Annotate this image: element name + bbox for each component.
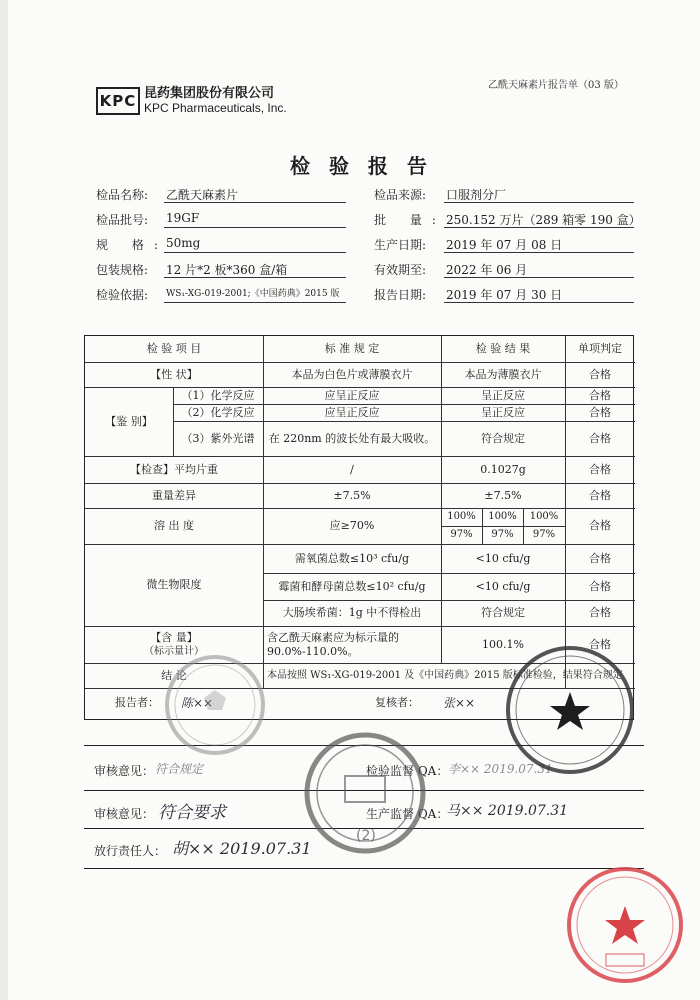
checker-label: 复核者： <box>375 696 419 709</box>
ident2-verdict: 合格 <box>589 405 611 419</box>
row-content-label: 【含 量】 <box>150 630 198 644</box>
company-name-en: KPC Pharmaceuticals, Inc. <box>144 101 287 115</box>
product-value: 乙酰天麻素片 <box>164 186 346 203</box>
col-header-verdict: 单项判定 <box>578 342 622 355</box>
svg-text:(2): (2) <box>356 828 376 844</box>
mfg-date-label: 生产日期: <box>374 238 427 252</box>
package-label: 包装规格: <box>96 263 149 277</box>
row-diff-standard: ±7.5% <box>333 488 371 502</box>
batch-value: 19GF <box>164 211 346 228</box>
qa1-label: 检验监督 QA： <box>366 764 449 778</box>
info-spec <box>96 236 201 253</box>
row-diff-verdict: 合格 <box>589 488 611 502</box>
info-basis <box>96 286 340 303</box>
micro2-result: <10 cfu/g <box>475 579 531 593</box>
basis-value: WS₁-XG-019-2001;《中国药典》2015 版 <box>164 286 346 303</box>
row-character-result: 本品为薄膜衣片 <box>464 367 542 381</box>
ident2-standard: 应呈正反应 <box>324 405 380 419</box>
kpc-logo-mark: KPC <box>96 87 140 115</box>
row-dissolution-verdict: 合格 <box>589 519 611 532</box>
expiry-label: 有效期至: <box>374 263 427 277</box>
micro2-verdict: 合格 <box>589 579 611 593</box>
spec-value: 50mg <box>164 236 346 253</box>
row-weight-verdict: 合格 <box>589 462 611 476</box>
micro3-result: 符合规定 <box>481 606 525 619</box>
dissolution-result-2: 100% <box>488 511 517 522</box>
ident2-result: 呈正反应 <box>481 405 525 419</box>
col-header-item: 检 验 项 目 <box>146 342 202 355</box>
report-date-label: 报告日期: <box>374 288 427 302</box>
release-handwriting: 胡×× 2019.07.31 <box>172 839 312 858</box>
micro1-verdict: 合格 <box>589 551 611 565</box>
micro3-verdict: 合格 <box>589 606 611 619</box>
row-conclusion-label: 结 论 <box>161 668 187 682</box>
info-source <box>374 186 507 203</box>
info-batch <box>96 211 200 228</box>
checker-signature: 张×× <box>442 696 476 710</box>
micro2-standard: 霉菌和酵母菌总数≤10² cfu/g <box>278 579 426 593</box>
dissolution-result-3: 100% <box>529 511 559 522</box>
report-date-value: 2019 年 07 月 30 日 <box>444 286 634 303</box>
info-expiry <box>374 261 528 278</box>
info-report-date <box>374 286 563 303</box>
ident3-label: （3）紫外光谱 <box>181 431 255 445</box>
ident3-verdict: 合格 <box>589 431 611 445</box>
red-quality-stamp <box>562 862 688 988</box>
company-logo <box>96 86 287 116</box>
ident1-verdict: 合格 <box>589 388 611 402</box>
ident1-result: 呈正反应 <box>481 388 525 402</box>
ident3-result: 符合规定 <box>481 431 525 445</box>
info-quantity <box>374 211 641 228</box>
review1-handwriting: 符合规定 <box>155 762 204 776</box>
qa1-handwriting: 李×× 2019.07.31 <box>448 762 553 776</box>
col-header-standard: 标 准 规 定 <box>324 342 380 355</box>
row-content-result: 100.1% <box>482 637 524 651</box>
micro3-standard: 大肠埃希菌：1g 中不得检出 <box>282 606 422 619</box>
row-dissolution-standard: 应≥70% <box>329 519 375 532</box>
info-mfg-date <box>374 236 563 253</box>
row-content-sublabel: （标示量计） <box>144 645 204 657</box>
review2-label: 审核意见： <box>94 807 155 821</box>
dissolution-result-4: 97% <box>450 529 473 540</box>
black-inspection-stamp <box>498 636 638 776</box>
row-weight-standard: / <box>350 462 354 476</box>
page-edge-shadow <box>0 0 8 1000</box>
row-diff-label: 重量差异 <box>152 488 196 502</box>
info-package <box>96 261 288 278</box>
quantity-label: 批 量: <box>374 213 446 227</box>
reporter-label: 报告者： <box>115 696 159 709</box>
form-version: 乙酰天麻素片报告单（03 版） <box>488 80 624 91</box>
row-microbial-label: 微生物限度 <box>146 578 202 591</box>
row-character-label: 【性 状】 <box>150 367 198 381</box>
dissolution-result-6: 97% <box>532 529 556 540</box>
row-weight-label: 【检查】平均片重 <box>130 462 218 476</box>
source-value: 口服剂分厂 <box>444 186 634 203</box>
ident1-label: （1）化学反应 <box>181 388 255 402</box>
approval-divider-bottom <box>84 868 644 869</box>
row-diff-result: ±7.5% <box>484 488 522 502</box>
row-content-standard: 含乙酰天麻素应为标示量的 90.0%-110.0%。 <box>267 630 399 658</box>
mfg-date-value: 2019 年 07 月 08 日 <box>444 236 634 253</box>
release-label: 放行责任人： <box>94 844 167 858</box>
micro1-result: <10 cfu/g <box>475 551 531 565</box>
batch-label: 检品批号: <box>96 213 149 227</box>
expiry-value: 2022 年 06 月 <box>444 261 634 278</box>
company-name-cn: 昆药集团股份有限公司 <box>144 86 275 101</box>
ident1-standard: 应呈正反应 <box>324 388 380 402</box>
qa2-label: 生产监督 QA： <box>366 807 449 821</box>
ident3-standard: 在 220nm 的波长处有最大吸收。 <box>268 431 436 445</box>
grey-quality-stamp <box>300 728 430 858</box>
grey-company-stamp-left <box>160 650 270 760</box>
reporter-signature: 陈×× <box>180 696 214 710</box>
row-character-verdict: 合格 <box>589 367 611 381</box>
review2-handwriting: 符合要求 <box>158 803 226 823</box>
spec-label: 规 格: <box>96 238 168 252</box>
col-header-result: 检 验 结 果 <box>475 342 531 355</box>
review1-label: 审核意见： <box>94 764 155 778</box>
info-product <box>96 186 239 203</box>
micro1-standard: 需氧菌总数≤10³ cfu/g <box>294 551 410 565</box>
qa2-handwriting: 马×× 2019.07.31 <box>446 803 569 819</box>
source-label: 检品来源: <box>374 188 427 202</box>
report-title: 检 验 报 告 <box>290 154 433 178</box>
row-content-verdict: 合格 <box>589 637 611 651</box>
basis-label: 检验依据: <box>96 288 149 302</box>
row-conclusion-text: 本品按照 WS₁-XG-019-2001 及《中国药典》2015 版标准检验，结果符合规定 <box>267 669 623 681</box>
row-dissolution-label: 溶 出 度 <box>154 519 194 532</box>
row-character-standard: 本品为白色片或薄膜衣片 <box>291 367 413 381</box>
ident2-label: （2）化学反应 <box>181 405 255 419</box>
dissolution-result-5: 97% <box>491 529 514 540</box>
row-identification-label: 【鉴 别】 <box>105 414 153 428</box>
product-label: 检品名称: <box>96 188 149 202</box>
package-value: 12 片*2 板*360 盒/箱 <box>164 261 346 278</box>
row-weight-result: 0.1027g <box>480 462 526 476</box>
quantity-value: 250.152 万片（289 箱零 190 盒） <box>446 213 641 227</box>
dissolution-result-1: 100% <box>447 511 476 522</box>
